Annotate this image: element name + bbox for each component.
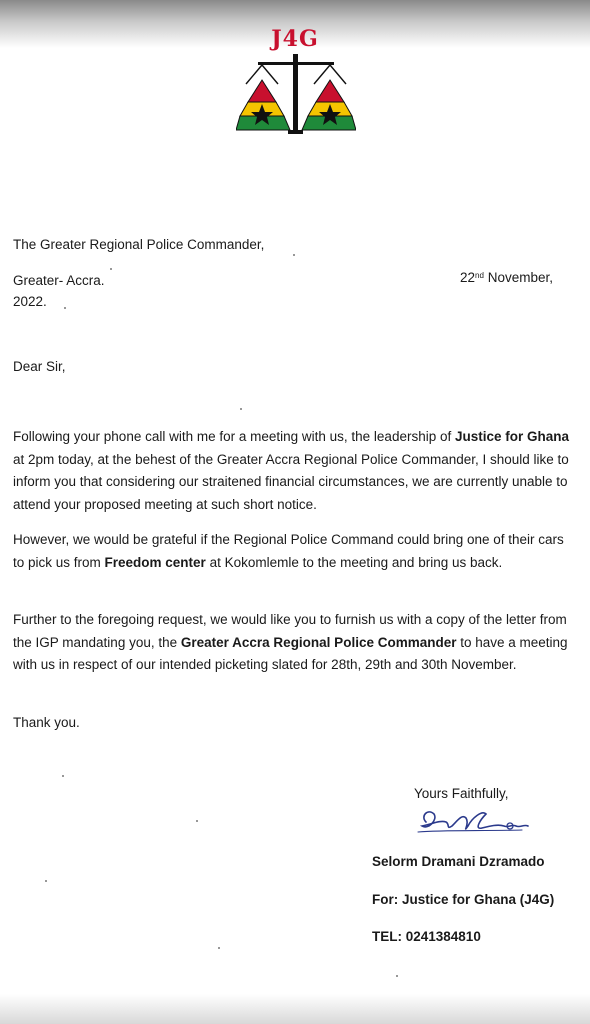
scan-speck bbox=[196, 820, 198, 822]
signatory-organization: For: Justice for Ghana (J4G) bbox=[372, 892, 555, 907]
scan-speck bbox=[293, 254, 295, 256]
date-day: 22 bbox=[460, 270, 476, 285]
paragraph-3-text-b: to have a meeting with us in respect of our intended picketing slated for 28th, 29th and 30th November. bbox=[13, 634, 568, 672]
paragraph-3-text-a: Further to the foregoing request, we would like you to furnish us with a copy of the letter from the IGP mandating you, the bbox=[13, 612, 567, 650]
scan-speck bbox=[396, 975, 398, 977]
paragraph-2-bold: Freedom center bbox=[104, 554, 206, 570]
scan-speck bbox=[240, 408, 242, 410]
recipient-line-1: The Greater Regional Police Commander, bbox=[13, 237, 265, 252]
scan-speck bbox=[45, 880, 47, 882]
paragraph-1 bbox=[13, 426, 578, 516]
scan-speck bbox=[62, 775, 64, 777]
thank-you: Thank you. bbox=[13, 715, 80, 730]
signatory-telephone: TEL: 0241384810 bbox=[372, 929, 481, 944]
date-month: November, bbox=[483, 270, 553, 285]
scan-speck bbox=[110, 268, 112, 270]
paragraph-2 bbox=[13, 529, 578, 574]
paragraph-1-bold: Justice for Ghana bbox=[454, 429, 570, 444]
salutation: Dear Sir, bbox=[13, 359, 66, 374]
handwritten-signature-icon bbox=[412, 800, 537, 840]
valediction: Yours Faithfully, bbox=[414, 786, 509, 801]
recipient-line-3: 2022. bbox=[13, 294, 47, 309]
logo-title: J4G bbox=[271, 26, 319, 52]
paragraph-2-text-a: However, we would be grateful if the Regional Police Command could bring one of their cars to pick us from bbox=[13, 532, 564, 570]
paragraph-3-bold: Greater Accra Regional Police Commander bbox=[180, 634, 457, 650]
paragraph-1-text-b: at 2pm today, at the behest of the Greater Accra Regional Police Commander, I should like to inform you that considering our straitened financial circumstances, we are currently unable to attend your proposed meeting at such short notice. bbox=[13, 451, 569, 512]
paragraph-1-text-a: Following your phone call with me for a meeting with us, the leadership of bbox=[13, 429, 455, 444]
scan-speck bbox=[218, 947, 220, 949]
paragraph-2-text-b: at Kokomlemle to the meeting and bring us back. bbox=[205, 554, 503, 570]
paragraph-3 bbox=[13, 609, 578, 677]
date-suffix: nd bbox=[475, 271, 484, 280]
recipient-line-2: Greater- Accra. bbox=[13, 273, 105, 288]
signatory-name: Selorm Dramani Dzramado bbox=[372, 854, 545, 869]
scan-bottom-shadow bbox=[0, 994, 590, 1024]
scan-speck bbox=[64, 307, 66, 309]
scales-of-justice-icon bbox=[236, 52, 356, 136]
letter-date bbox=[460, 267, 553, 289]
